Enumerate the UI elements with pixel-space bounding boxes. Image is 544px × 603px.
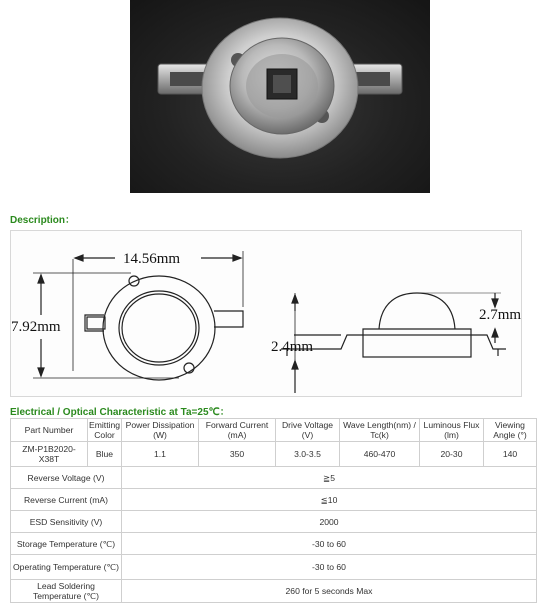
height-dimension-label: 7.92mm [11,319,61,335]
row-value: ≧5 [122,467,537,489]
row-label: Reverse Voltage (V) [11,467,122,489]
header-cell: Viewing Angle (°) [484,419,537,442]
header-cell: Power Dissipation (W) [122,419,199,442]
header-cell: Forward Current (mA) [199,419,276,442]
table-row [11,555,537,580]
table-cell: 3.0-3.5 [276,442,340,467]
row-label: Storage Temperature (℃) [11,533,122,555]
table-row [11,467,537,489]
header-cell: Part Number [11,419,88,442]
row-value: ≦10 [122,489,537,511]
row-value: 2000 [122,511,537,533]
table-cell: ZM-P1B2020-X38T [11,442,88,467]
row-value: -30 to 60 [122,533,537,555]
table-header-row [11,419,537,442]
row-value: 260 for 5 seconds Max [122,580,537,603]
row-label: Lead Soldering Temperature (℃) [11,580,122,603]
spec-table [10,418,537,603]
table-cell: 20-30 [420,442,484,467]
description-heading: Description： [10,215,76,226]
header-cell: Luminous Flux (lm) [420,419,484,442]
body-height-dimension-label: 2.4mm [271,339,314,355]
led-photo-illustration [130,0,430,193]
table-cell: 1.1 [122,442,199,467]
product-photo [130,0,430,193]
header-cell: Drive Voltage (V) [276,419,340,442]
row-value: -30 to 60 [122,555,537,580]
table-cell: 350 [199,442,276,467]
table-cell: 460-470 [340,442,420,467]
table-cell: Blue [88,442,122,467]
row-label: ESD Sensitivity (V) [11,511,122,533]
table-row [11,489,537,511]
table-row [11,533,537,555]
electrical-characteristic-heading: Electrical / Optical Characteristic at Ta=25℃： [10,407,230,418]
row-label: Reverse Current (mA) [11,489,122,511]
table-cell: 140 [484,442,537,467]
width-dimension-label: 14.56mm [123,251,181,267]
lens-height-dimension-label: 2.7mm [479,307,522,323]
header-cell: Emitting Color [89,420,121,440]
table-row [11,442,537,467]
dimension-drawing [10,230,522,397]
table-row [11,511,537,533]
row-label: Operating Temperature (℃) [11,555,122,580]
table-row [11,580,537,603]
header-cell: Wave Length(nm) / Tc(k) [340,419,420,442]
